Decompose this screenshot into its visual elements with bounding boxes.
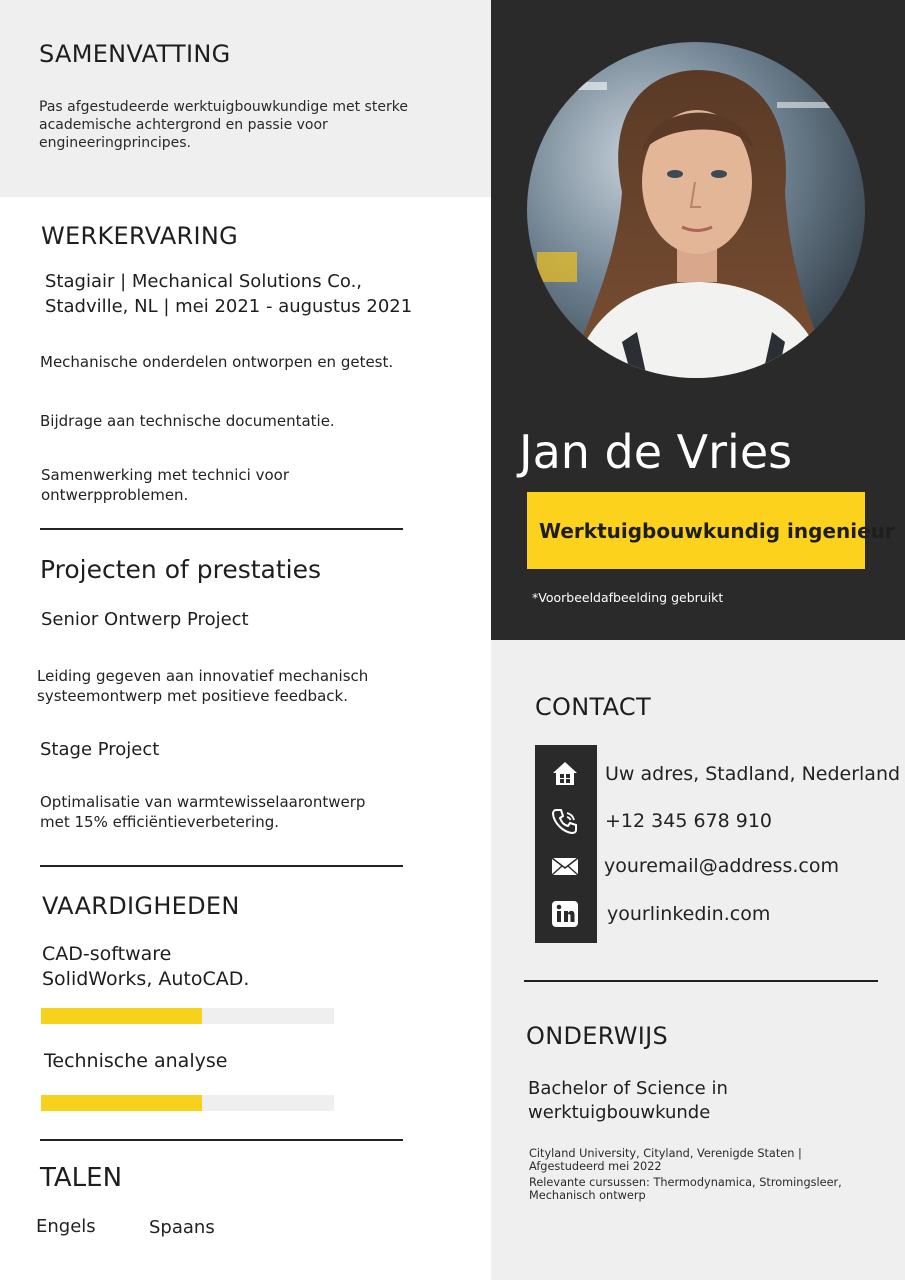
profile-photo [527,42,865,378]
divider [40,1139,403,1141]
skills-heading: VAARDIGHEDEN [42,892,240,920]
education-heading: ONDERWIJS [526,1022,669,1050]
contact-icon-strip [535,745,597,943]
language-1: Engels [36,1216,96,1237]
education-degree: Bachelor of Science in werktuigbouwkunde [528,1078,728,1123]
linkedin-icon [550,899,580,929]
job-title-box [527,492,895,569]
contact-phone: +12 345 678 910 [605,810,773,832]
skill-2-label: Technische analyse [44,1050,228,1072]
divider [40,865,403,867]
photo-note: *Voorbeeldafbeelding gebruikt [532,590,724,605]
languages-heading: TALEN [40,1163,123,1193]
project-1-title: Senior Ontwerp Project [41,609,249,630]
projects-heading: Projecten of prestaties [40,555,322,584]
project-2-title: Stage Project [40,739,160,760]
divider [524,980,878,982]
contact-address: Uw adres, Stadland, Nederland [605,763,901,785]
envelope-icon [550,851,580,881]
education-courses: Relevante cursussen: Thermodynamica, Stromingsleer, Mechanisch ontwerp [529,1176,842,1203]
contact-heading: CONTACT [535,693,651,721]
home-icon [550,758,580,788]
project-1-text: Leiding gegeven aan innovatief mechanisch systeemontwerp met positieve feedback. [37,667,369,705]
skill-1-bar-fill [41,1008,202,1024]
contact-email: youremail@address.com [604,855,839,877]
experience-item-2: Bijdrage aan technische documentatie. [40,412,335,430]
contact-linkedin: yourlinkedin.com [607,903,771,925]
skill-2-bar [41,1095,334,1111]
skill-1-bar [41,1008,334,1024]
education-details: Cityland University, Cityland, Verenigde Staten | Afgestudeerd mei 2022 [529,1147,802,1174]
skill-2-bar-fill [41,1095,202,1111]
experience-heading: WERKERVARING [41,222,239,250]
phone-icon [550,806,580,836]
summary-text: Pas afgestudeerde werktuigbouwkundige met sterke academische achtergrond en passie voor engineeringprincipes. [39,99,408,151]
divider [40,528,403,530]
project-2-text: Optimalisatie van warmtewisselaarontwerp met 15% efficiëntieverbetering. [40,793,366,831]
candidate-name: Jan de Vries [519,425,793,479]
skill-1-label: CAD-software SolidWorks, AutoCAD. [42,943,250,990]
summary-heading: SAMENVATTING [39,40,231,68]
experience-job-title: Stagiair | Mechanical Solutions Co., Stadville, NL | mei 2021 - augustus 2021 [45,271,413,317]
experience-item-3: Samenwerking met technici voor ontwerpproblemen. [41,466,289,504]
job-title: Werktuigbouwkundig ingenieur [539,519,895,543]
experience-item-1: Mechanische onderdelen ontworpen en getest. [40,353,394,371]
language-2: Spaans [149,1217,215,1238]
